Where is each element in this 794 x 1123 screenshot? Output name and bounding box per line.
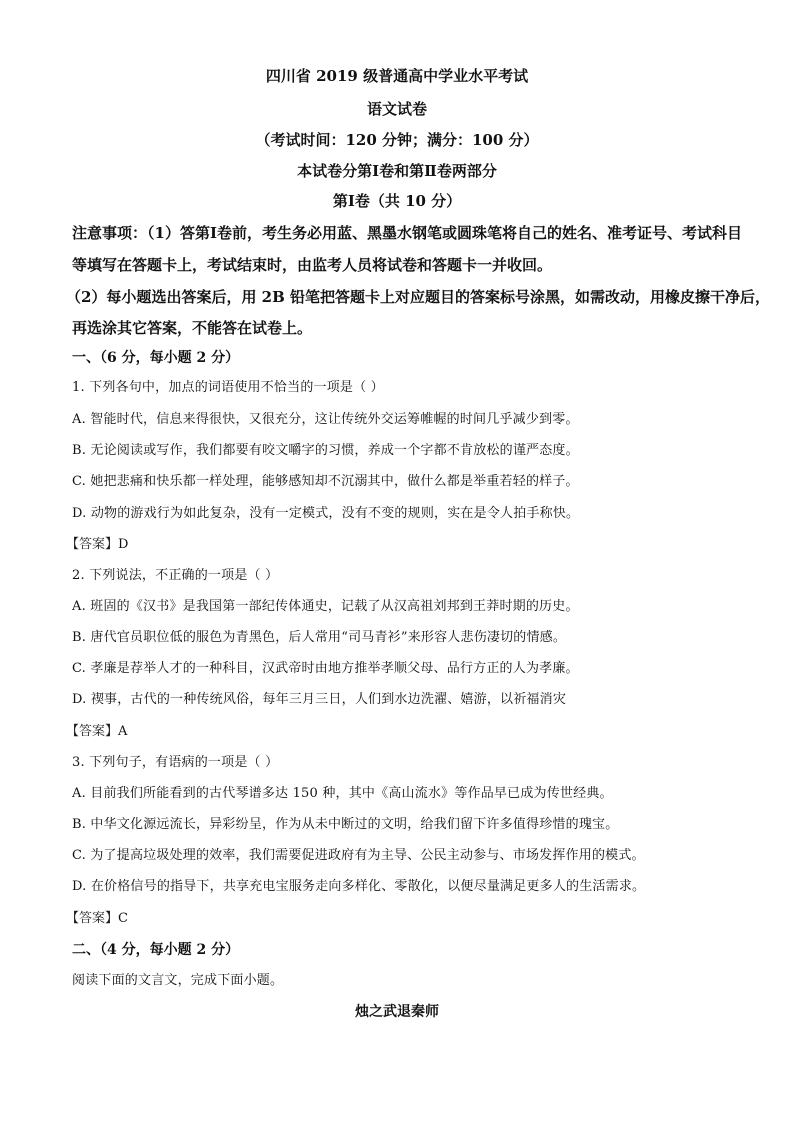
q3-option-d: D. 在价格信号的指导下，共享充电宝服务走向多样化、零散化，以便尽量满足更多人的生活需求。 xyxy=(72,879,646,894)
q2-answer xyxy=(66,722,127,742)
answer-tag: 【答案】 xyxy=(66,537,119,552)
section1-heading: 一、（6 分，每小题 2 分） xyxy=(72,350,240,366)
exam-title: 四川省 2019 级普通高中学业水平考试 xyxy=(265,67,529,85)
q3-answer xyxy=(66,909,128,929)
exam-subject: 语文试卷 xyxy=(366,100,427,118)
q2-stem: 2. 下列说法，不正确的一项是（ ） xyxy=(72,568,279,583)
answer-tag: 【答案】 xyxy=(66,911,119,926)
q1-answer xyxy=(66,535,128,555)
section2-heading: 二、（4 分，每小题 2 分） xyxy=(72,942,240,958)
notice-line-1: 注意事项：（1）答第Ⅰ卷前，考生务必用蓝、黑墨水钢笔或圆珠笔将自己的姓名、准考证号、考试科目 xyxy=(72,224,742,242)
answer-value: D xyxy=(118,537,129,552)
q3-option-a: A. 目前我们所能看到的古代琴谱多达 150 种，其中《高山流水》等作品早已成为传世经典。 xyxy=(72,786,613,801)
notice-line-4: 再选涂其它答案，不能答在试卷上。 xyxy=(72,319,313,337)
part1-title: 第Ⅰ卷（共 10 分） xyxy=(332,192,462,210)
q1-option-a: A. 智能时代，信息来得很快，又很充分，这让传统外交运筹帷幄的时间几乎减少到零。 xyxy=(72,412,579,427)
notice-line-2: 等填写在答题卡上，考试结束时，由监考人员将试卷和答题卡一并收回。 xyxy=(72,256,553,274)
q1-option-d: D. 动物的游戏行为如此复杂，没有一定模式，没有不变的规则，实在是令人拍手称快。 xyxy=(72,506,580,521)
q1-option-b: B. 无论阅读或写作，我们都要有咬文嚼字的习惯，养成一个字都不肯放松的谨严态度。 xyxy=(72,443,579,458)
q2-option-a: A. 班固的《汉书》是我国第一部纪传体通史，记载了从汉高祖刘邦到王莽时期的历史。 xyxy=(72,599,579,614)
q2-option-c: C. 孝廉是荐举人才的一种科目，汉武帝时由地方推举孝顺父母、品行方正的人为孝廉。 xyxy=(72,661,579,676)
q1-option-c: C. 她把悲痛和快乐都一样处理，能够感知却不沉溺其中，做什么都是举重若轻的样子。 xyxy=(72,474,579,489)
q3-option-c: C. 为了提高垃圾处理的效率，我们需要促进政府有为主导、公民主动参与、市场发挥作用的模式。 xyxy=(72,848,645,863)
notice-line-3: （2）每小题选出答案后，用 2B 铅笔把答题卡上对应题目的答案标号涂黑，如需改动，用橡皮擦干净后， xyxy=(66,288,771,306)
exam-time-info: （考试时间：120 分钟；满分：100 分） xyxy=(255,131,539,149)
q3-option-b: B. 中华文化源远流长，异彩纷呈，作为从未中断过的文明，给我们留下许多值得珍惜的瑰宝。 xyxy=(72,817,619,832)
q2-option-b: B. 唐代官员职位低的服色为青黑色，后人常用“司马青衫”来形容人悲伤凄切的情感。 xyxy=(72,630,567,645)
answer-tag: 【答案】 xyxy=(66,724,119,739)
answer-value: A xyxy=(118,724,128,739)
section2-intro: 阅读下面的文言文，完成下面小题。 xyxy=(72,973,284,988)
q2-option-d: D. 禊事，古代的一种传统风俗，每年三月三日，人们到水边洗濯、嬉游，以祈福消灾 xyxy=(72,692,567,707)
answer-value: C xyxy=(118,911,128,926)
passage-title: 烛之武退秦师 xyxy=(355,1004,439,1020)
q1-stem: 1. 下列各句中，加点的词语使用不恰当的一项是（ ） xyxy=(72,380,384,395)
q3-stem: 3. 下列句子，有语病的一项是（ ） xyxy=(72,755,279,770)
exam-structure: 本试卷分第Ⅰ卷和第Ⅱ卷两部分 xyxy=(297,162,497,180)
